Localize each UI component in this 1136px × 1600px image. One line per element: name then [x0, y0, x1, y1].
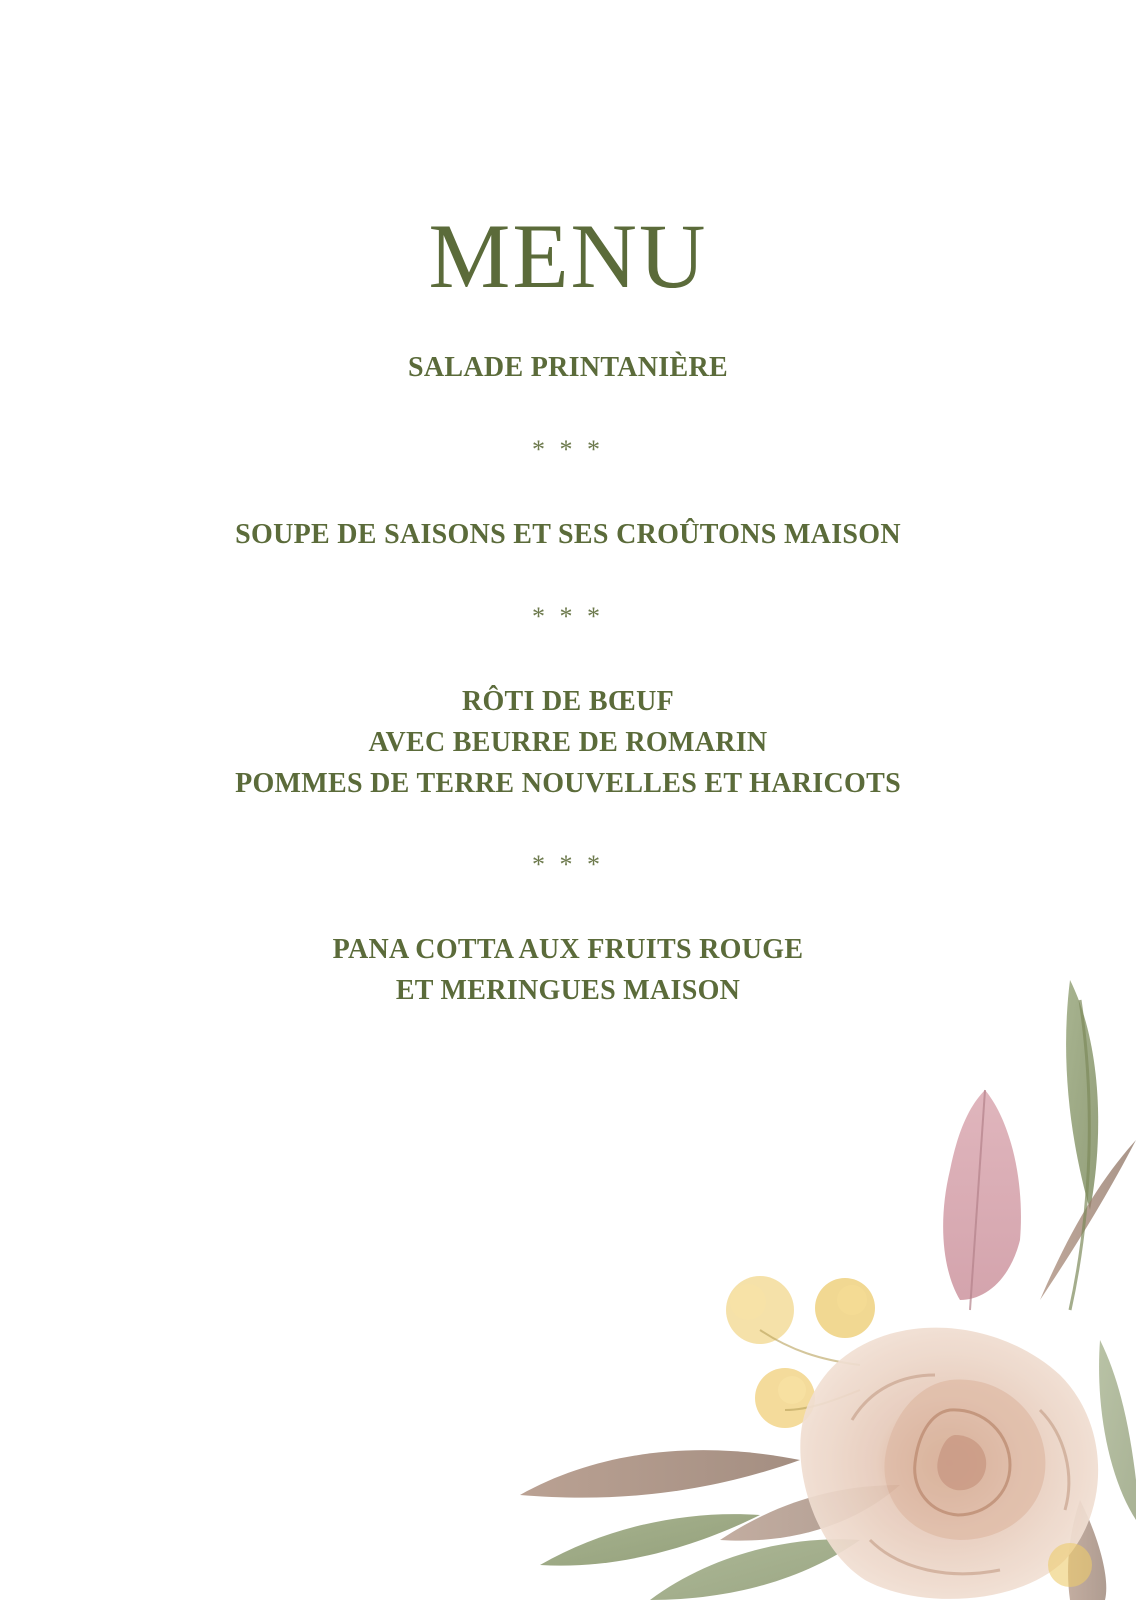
course-soup	[0, 514, 1136, 555]
course-line: ET MERINGUES MAISON	[395, 975, 741, 1006]
separator: * * *	[532, 602, 604, 631]
course-line: RÔTI DE BŒUF	[461, 686, 675, 717]
leaf-icon	[650, 1539, 860, 1600]
course-line: SOUPE DE SAISONS ET SES CROÛTONS MAISON	[235, 519, 901, 550]
leaf-icon	[1099, 1340, 1136, 1520]
course-line: PANA COTTA AUX FRUITS ROUGE	[332, 934, 804, 965]
menu-title: MENU	[428, 204, 708, 307]
floral-decoration	[480, 980, 1136, 1600]
course-line: SALADE PRINTANIÈRE	[408, 352, 728, 383]
course-starter	[0, 347, 1136, 388]
course-line: AVEC BEURRE DE ROMARIN	[368, 727, 768, 758]
course-line: POMMES DE TERRE NOUVELLES ET HARICOTS	[235, 768, 901, 799]
leaf-icon	[520, 1450, 800, 1497]
separator: * * *	[532, 850, 604, 879]
course-main	[0, 681, 1136, 804]
separator: * * *	[532, 435, 604, 464]
